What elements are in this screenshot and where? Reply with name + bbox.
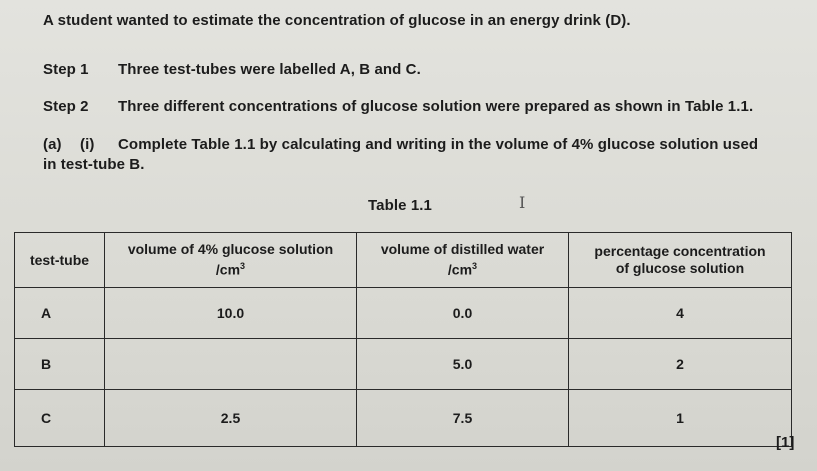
table-row (15, 339, 792, 390)
cell-glucose-volume: 2.5 (105, 390, 357, 447)
mark-allocation: [1] (776, 434, 795, 451)
cell-test-tube: C (15, 390, 105, 447)
cell-percentage: 4 (569, 288, 792, 339)
cell-glucose-volume-answer[interactable] (105, 339, 357, 390)
cell-water-volume: 7.5 (357, 390, 569, 447)
cell-test-tube: B (15, 339, 105, 390)
cell-test-tube: A (15, 288, 105, 339)
header-water-volume-label: volume of distilled water (380, 241, 545, 258)
step1-text: Three test-tubes were labelled A, B and C. (118, 61, 421, 78)
part-a-i-text-line2: in test-tube B. (43, 156, 145, 173)
header-percentage-label-line2: of glucose solution (615, 260, 745, 276)
cell-glucose-volume: 10.0 (105, 288, 357, 339)
table-title: Table 1.1 (368, 197, 432, 214)
table-row (15, 288, 792, 339)
part-a-i-text-line1: Complete Table 1.1 by calculating and writing in the volume of 4% glucose solution used (118, 136, 759, 153)
header-percentage (569, 233, 792, 288)
table-header-row (15, 233, 792, 288)
step2-text: Three different concentrations of glucose solution were prepared as shown in Table 1.1. (118, 98, 754, 115)
cell-percentage: 1 (569, 390, 792, 447)
question-intro: A student wanted to estimate the concentration of glucose in an energy drink (D). (43, 12, 631, 29)
step2-label: Step 2 (43, 98, 89, 115)
part-a-label: (a) (43, 136, 62, 153)
step1-label: Step 1 (43, 61, 89, 78)
header-glucose-volume (105, 233, 357, 288)
header-test-tube (15, 233, 105, 288)
part-a-i-label: (i) (80, 136, 95, 153)
glucose-table (14, 232, 792, 447)
header-water-volume (357, 233, 569, 288)
header-percentage-label-line1: percentage concentration (594, 243, 766, 259)
header-glucose-volume-unit: $/cm^3$ (215, 261, 246, 278)
header-glucose-volume-label: volume of 4% glucose solution (127, 241, 334, 258)
header-water-volume-unit: $/cm^3$ (447, 261, 478, 278)
text-cursor-icon: I (519, 193, 526, 212)
cell-percentage: 2 (569, 339, 792, 390)
cell-water-volume: 0.0 (357, 288, 569, 339)
cell-water-volume: 5.0 (357, 339, 569, 390)
header-test-tube-label: test-tube (29, 251, 90, 268)
table-row (15, 390, 792, 447)
